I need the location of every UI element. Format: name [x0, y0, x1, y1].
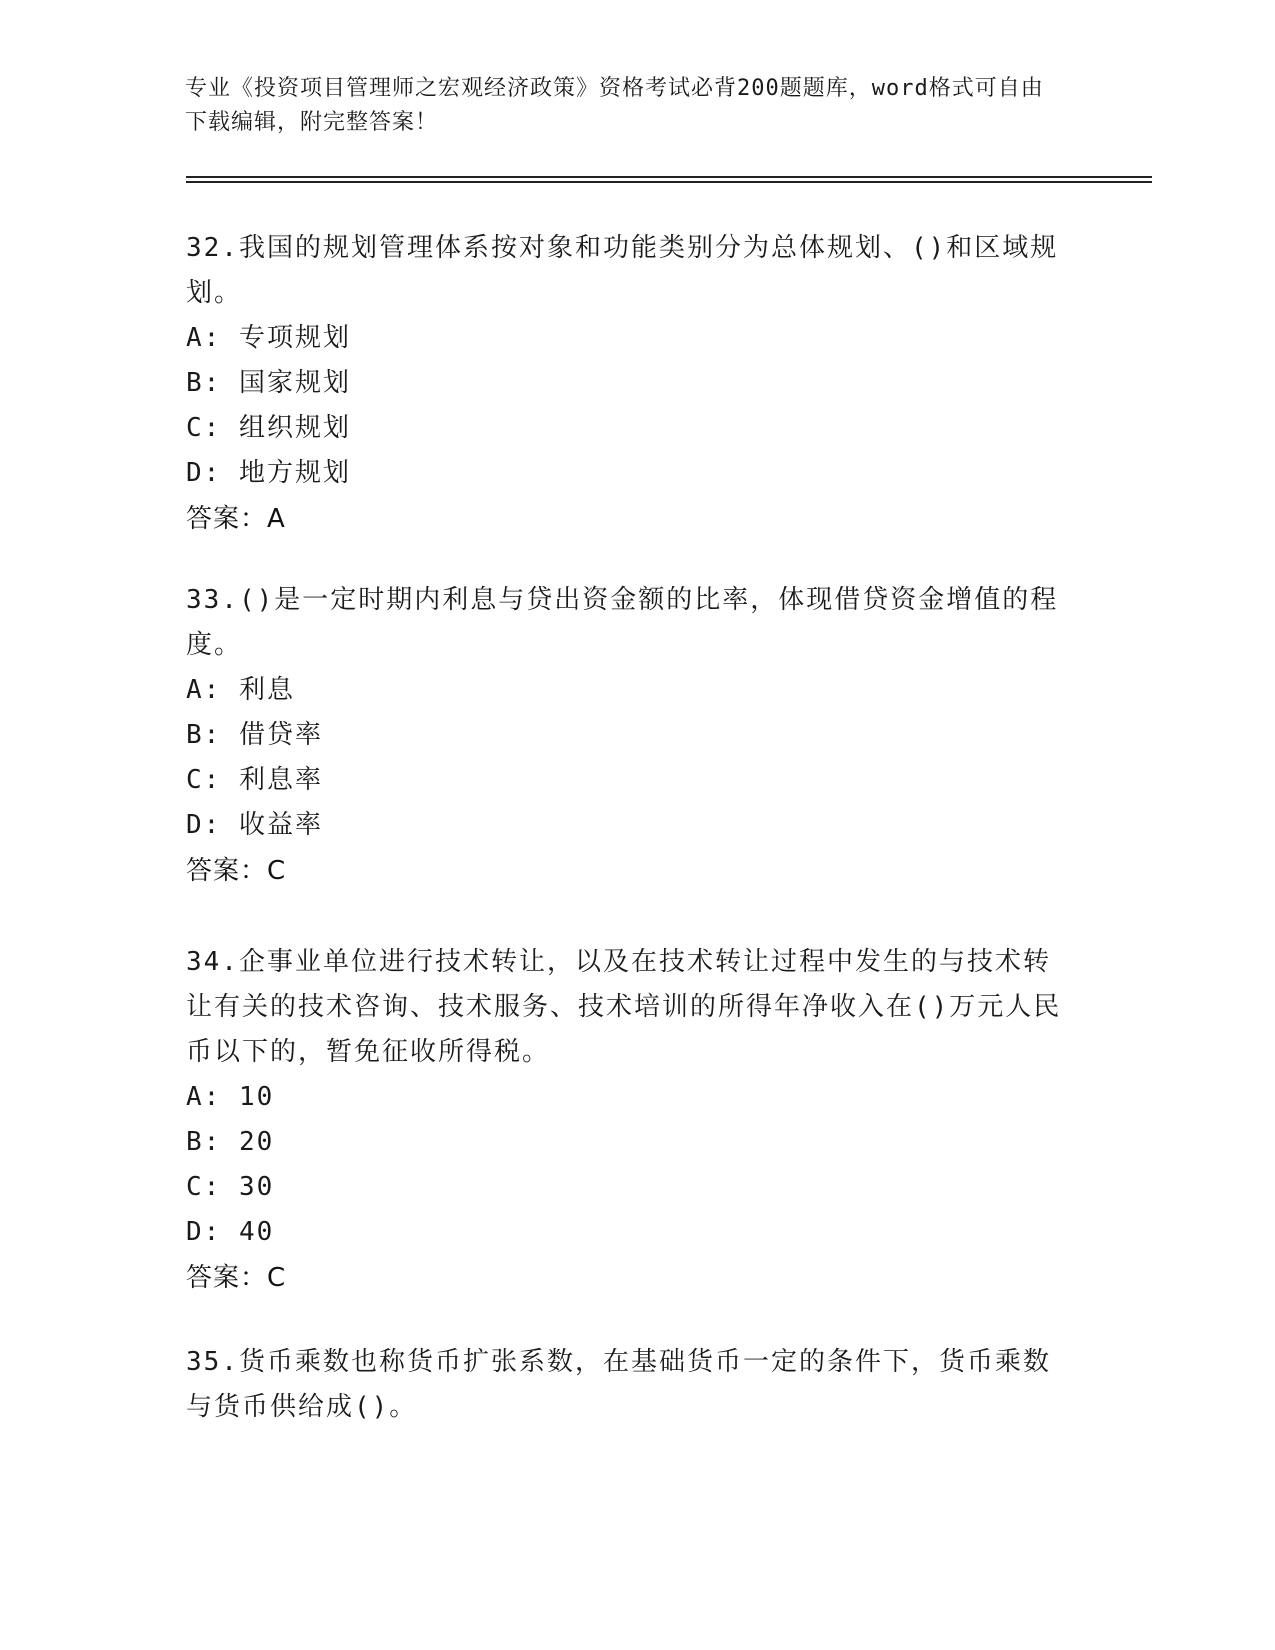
answer: 答案：C [186, 1263, 287, 1293]
option-d: D: 地方规划 [186, 458, 351, 488]
question-35 [186, 1340, 1076, 1430]
question-34 [186, 940, 1076, 1301]
question-32 [186, 226, 1076, 542]
question-stem: 35.货币乘数也称货币扩张系数，在基础货币一定的条件下，货币乘数与货币供给成()。 [186, 1347, 1051, 1422]
question-stem: 32.我国的规划管理体系按对象和功能类别分为总体规划、()和区域规划。 [186, 233, 1059, 308]
answer: 答案：A [186, 504, 286, 534]
option-c: C: 30 [186, 1172, 275, 1202]
option-d: D: 收益率 [186, 810, 323, 840]
answer: 答案：C [186, 856, 287, 886]
option-b: B: 20 [186, 1127, 275, 1157]
option-c: C: 利息率 [186, 765, 323, 795]
option-b: B: 借贷率 [186, 720, 323, 750]
question-33 [186, 578, 1076, 894]
option-d: D: 40 [186, 1217, 275, 1247]
option-a: A: 利息 [186, 675, 295, 705]
option-c: C: 组织规划 [186, 413, 351, 443]
question-stem: 34.企事业单位进行技术转让，以及在技术转让过程中发生的与技术转让有关的技术咨询、技术服务、技术培训的所得年净收入在()万元人民币以下的，暂免征收所得税。 [186, 947, 1062, 1067]
option-a: A: 专项规划 [186, 323, 351, 353]
option-b: B: 国家规划 [186, 368, 351, 398]
header-divider-bottom [186, 181, 1152, 183]
question-stem: 33.()是一定时期内利息与贷出资金额的比率，体现借贷资金增值的程度。 [186, 585, 1059, 660]
document-header: 专业《投资项目管理师之宏观经济政策》资格考试必背200题题库，word格式可自由下载编辑，附完整答案！ [185, 76, 1044, 135]
header-divider-top [186, 176, 1152, 178]
option-a: A: 10 [186, 1082, 275, 1112]
